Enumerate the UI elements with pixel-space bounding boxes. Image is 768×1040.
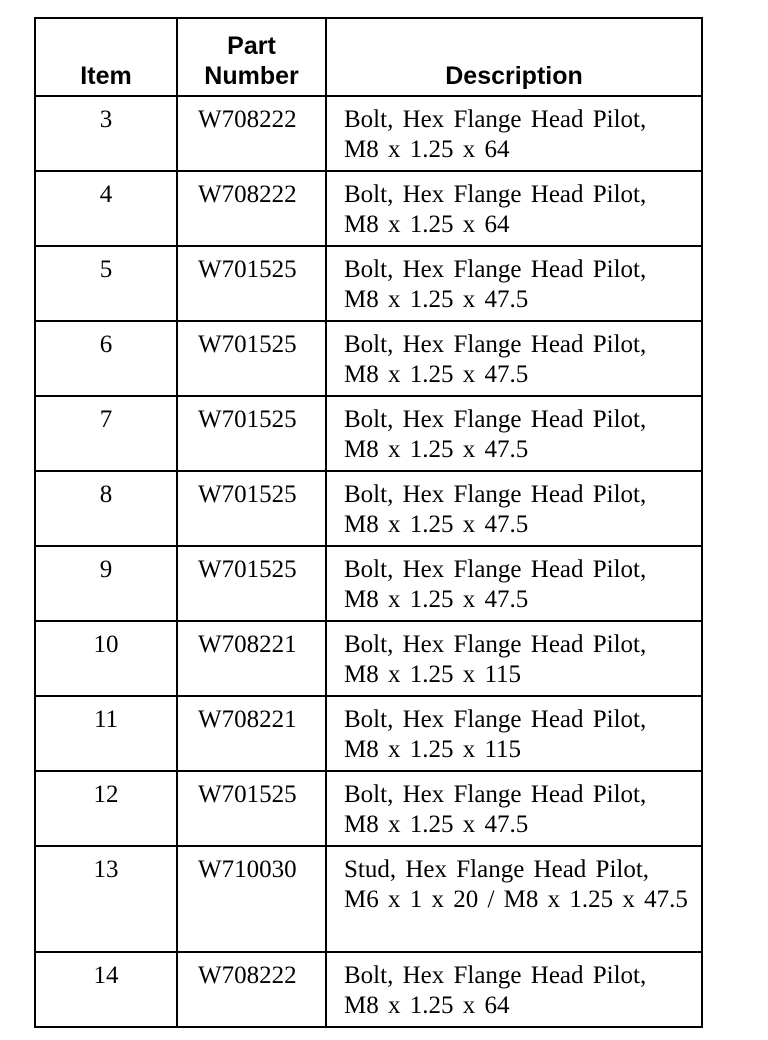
part-number-cell: W710030 [177, 846, 326, 952]
part-number-column-header [177, 18, 326, 96]
table-row [35, 396, 702, 471]
part-number-cell: W701525 [177, 321, 326, 396]
table-row [35, 171, 702, 246]
description-cell: Bolt, Hex Flange Head Pilot, M8 x 1.25 x 47.5 [326, 321, 702, 396]
part-number-cell: W701525 [177, 246, 326, 321]
item-cell: 4 [35, 171, 177, 246]
item-cell: 3 [35, 96, 177, 171]
description-cell: Bolt, Hex Flange Head Pilot, M8 x 1.25 x 64 [326, 171, 702, 246]
table-row [35, 471, 702, 546]
part-number-cell: W701525 [177, 396, 326, 471]
part-number-header-line1: Part [227, 32, 276, 60]
description-cell: Bolt, Hex Flange Head Pilot, M8 x 1.25 x 64 [326, 952, 702, 1027]
item-cell: 9 [35, 546, 177, 621]
part-number-cell: W708222 [177, 96, 326, 171]
part-number-cell: W701525 [177, 546, 326, 621]
description-cell: Bolt, Hex Flange Head Pilot, M8 x 1.25 x 47.5 [326, 246, 702, 321]
table-row [35, 246, 702, 321]
part-number-cell: W708221 [177, 696, 326, 771]
part-number-cell: W708222 [177, 952, 326, 1027]
item-cell: 6 [35, 321, 177, 396]
item-cell: 12 [35, 771, 177, 846]
part-number-cell: W701525 [177, 771, 326, 846]
item-cell: 10 [35, 621, 177, 696]
parts-table [34, 17, 703, 1028]
item-column-header [35, 18, 177, 96]
table-row [35, 846, 702, 952]
table-row [35, 546, 702, 621]
item-cell: 11 [35, 696, 177, 771]
table-row [35, 771, 702, 846]
header-row [35, 18, 702, 96]
description-header-label: Description [445, 62, 583, 90]
item-cell: 13 [35, 846, 177, 952]
item-cell: 5 [35, 246, 177, 321]
table-row [35, 621, 702, 696]
table-row [35, 321, 702, 396]
description-cell: Stud, Hex Flange Head Pilot, M6 x 1 x 20 / M8 x 1.25 x 47.5 [326, 846, 702, 952]
part-number-header-line2: Number [204, 62, 299, 90]
description-cell: Bolt, Hex Flange Head Pilot, M8 x 1.25 x 115 [326, 696, 702, 771]
item-cell: 8 [35, 471, 177, 546]
item-cell: 7 [35, 396, 177, 471]
description-cell: Bolt, Hex Flange Head Pilot, M8 x 1.25 x 115 [326, 621, 702, 696]
description-column-header [326, 18, 702, 96]
table-row [35, 696, 702, 771]
table-row [35, 952, 702, 1027]
part-number-cell: W708222 [177, 171, 326, 246]
item-cell: 14 [35, 952, 177, 1027]
description-cell: Bolt, Hex Flange Head Pilot, M8 x 1.25 x 47.5 [326, 546, 702, 621]
table-row [35, 96, 702, 171]
part-number-cell: W701525 [177, 471, 326, 546]
description-cell: Bolt, Hex Flange Head Pilot, M8 x 1.25 x 47.5 [326, 471, 702, 546]
description-cell: Bolt, Hex Flange Head Pilot, M8 x 1.25 x 64 [326, 96, 702, 171]
description-cell: Bolt, Hex Flange Head Pilot, M8 x 1.25 x 47.5 [326, 771, 702, 846]
description-cell: Bolt, Hex Flange Head Pilot, M8 x 1.25 x 47.5 [326, 396, 702, 471]
item-header-label: Item [80, 62, 132, 90]
part-number-cell: W708221 [177, 621, 326, 696]
